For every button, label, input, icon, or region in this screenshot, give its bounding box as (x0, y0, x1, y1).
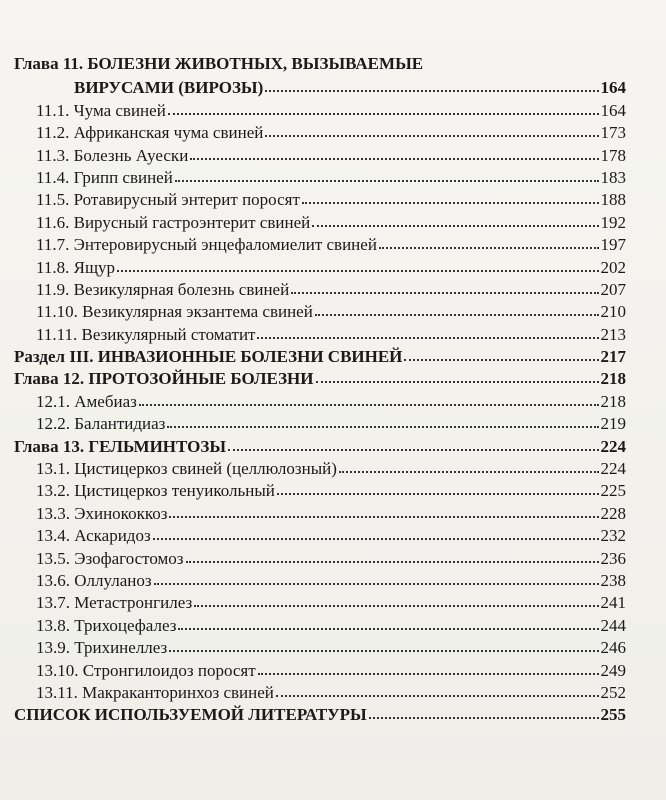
dot-leader (117, 270, 598, 272)
chapter-11-heading[interactable] (14, 74, 626, 96)
toc-entry[interactable] (14, 186, 626, 208)
section-3-heading[interactable] (14, 343, 626, 365)
page-number: 210 (600, 302, 626, 322)
table-of-contents (14, 52, 626, 723)
entry-label: 11.8. Ящур (36, 257, 116, 277)
toc-entry[interactable] (14, 477, 626, 499)
page-number: 241 (600, 593, 626, 613)
entry-label: 11.5. Ротавирусный энтерит поросят (36, 190, 300, 210)
page-number: 228 (600, 503, 626, 523)
page-number: 207 (600, 279, 626, 299)
page-number: 213 (600, 324, 626, 344)
toc-entry[interactable] (14, 679, 626, 701)
dot-leader (404, 359, 598, 361)
entry-label: 13.11. Макракантоpинхоз свиней (36, 682, 274, 702)
bibliography-label: СПИСОК ИСПОЛЬЗУЕМОЙ ЛИТЕРАТУРЫ (14, 705, 367, 725)
dot-leader (265, 135, 598, 137)
toc-entry[interactable] (14, 96, 626, 118)
toc-entry[interactable] (14, 499, 626, 521)
toc-entry[interactable] (14, 634, 626, 656)
dot-leader (291, 292, 598, 294)
entry-label: 13.8. Трихоцефалез (36, 615, 177, 635)
entry-label: 13.3. Эхинококкоз (36, 503, 168, 523)
dot-leader (190, 158, 598, 160)
page-number: 173 (600, 123, 626, 143)
page-number: 225 (600, 481, 626, 501)
page-number: 244 (600, 615, 626, 635)
entry-label: 11.2. Африканская чума свиней (36, 123, 264, 143)
dot-leader (369, 717, 599, 719)
dot-leader (302, 202, 599, 204)
dot-leader (316, 381, 599, 383)
page-number: 224 (600, 436, 626, 456)
dot-leader (139, 404, 599, 406)
page-number: 218 (600, 391, 626, 411)
dot-leader (339, 471, 599, 473)
dot-leader (186, 561, 599, 563)
page-number: 255 (600, 705, 626, 725)
page-number: 202 (600, 257, 626, 277)
entry-label: 13.2. Цистицеркоз тенуикольный (36, 481, 275, 501)
chapter-label: Глава 12. ПРОТОЗОЙНЫЕ БОЛЕЗНИ (14, 369, 314, 389)
toc-entry[interactable] (14, 387, 626, 409)
page-number: 246 (600, 638, 626, 658)
chapter-label: Глава 13. ГЕЛЬМИНТОЗЫ (14, 436, 227, 456)
toc-entry[interactable] (14, 410, 626, 432)
page-number: 238 (600, 570, 626, 590)
entry-label: 13.5. Эзофагостомоз (36, 548, 184, 568)
entry-label: 11.9. Везикулярная болезнь свиней (36, 279, 290, 299)
dot-leader (178, 628, 598, 630)
dot-leader (315, 314, 599, 316)
page-number: 217 (600, 347, 626, 367)
page-number: 164 (600, 100, 626, 120)
chapter-11-title-line1: Глава 11. БОЛЕЗНИ ЖИВОТНЫХ, ВЫЗЫВАЕМЫЕ (14, 54, 424, 73)
toc-entry[interactable] (14, 298, 626, 320)
toc-entry[interactable] (14, 656, 626, 678)
page-number: 183 (600, 167, 626, 187)
dot-leader (169, 650, 598, 652)
page-number: 218 (600, 369, 626, 389)
section-label: Раздел III. ИНВАЗИОННЫЕ БОЛЕЗНИ СВИНЕЙ (14, 347, 403, 367)
chapter-11-title-line2: ВИРУСАМИ (ВИРОЗЫ) (74, 78, 264, 98)
dot-leader (265, 90, 598, 92)
toc-entry[interactable] (14, 253, 626, 275)
toc-entry[interactable] (14, 567, 626, 589)
entry-label: 13.9. Трихинеллез (36, 638, 168, 658)
toc-entry[interactable] (14, 208, 626, 230)
entry-label: 11.4. Грипп свиней (36, 167, 173, 187)
dot-leader (194, 605, 598, 607)
chapter-13-heading[interactable] (14, 432, 626, 454)
toc-entry[interactable] (14, 589, 626, 611)
dot-leader (276, 695, 599, 697)
entry-label: 13.10. Стронгилоидоз поросят (36, 660, 256, 680)
page-number: 219 (600, 414, 626, 434)
page-number: 192 (600, 212, 626, 232)
entry-label: 11.6. Вирусный гастроэнтерит свиней (36, 212, 311, 232)
page-number: 252 (600, 682, 626, 702)
page-number: 224 (600, 459, 626, 479)
toc-entry[interactable] (14, 544, 626, 566)
entry-label: 11.11. Везикулярный стоматит (36, 324, 256, 344)
toc-entry[interactable] (14, 276, 626, 298)
page-number: 188 (600, 190, 626, 210)
entry-label: 11.10. Везикулярная экзантема свиней (36, 302, 313, 322)
toc-entry[interactable] (14, 231, 626, 253)
toc-entry[interactable] (14, 455, 626, 477)
entry-label: 11.3. Болезнь Ауески (36, 145, 189, 165)
dot-leader (154, 583, 599, 585)
entry-label: 11.7. Энтеровирусный энцефаломиелит свиней (36, 235, 377, 255)
entry-label: 13.1. Цистицеркоз свиней (целлюлозный) (36, 459, 337, 479)
page-number: 178 (600, 145, 626, 165)
toc-entry[interactable] (14, 611, 626, 633)
page-number: 164 (600, 78, 626, 98)
dot-leader (277, 493, 599, 495)
dot-leader (379, 247, 599, 249)
dot-leader (175, 180, 599, 182)
chapter-12-heading[interactable] (14, 365, 626, 387)
dot-leader (168, 113, 599, 115)
toc-entry[interactable] (14, 522, 626, 544)
dot-leader (258, 673, 599, 675)
toc-entry[interactable] (14, 119, 626, 141)
dot-leader (228, 449, 598, 451)
entry-label: 11.1. Чума свиней (36, 100, 166, 120)
page-number: 249 (600, 660, 626, 680)
bibliography-heading[interactable] (14, 701, 626, 723)
dot-leader (153, 538, 599, 540)
chapter-11-title (14, 52, 626, 74)
entry-label: 13.6. Оллуланоз (36, 570, 152, 590)
entry-label: 12.1. Амебиаз (36, 391, 137, 411)
toc-entry[interactable] (14, 141, 626, 163)
entry-label: 13.7. Метастронгилез (36, 593, 193, 613)
entry-label: 12.2. Балантидиаз (36, 414, 166, 434)
dot-leader (169, 516, 598, 518)
dot-leader (167, 426, 598, 428)
dot-leader (257, 337, 598, 339)
page-number: 236 (600, 548, 626, 568)
dot-leader (312, 225, 598, 227)
toc-entry[interactable] (14, 320, 626, 342)
page-number: 232 (600, 526, 626, 546)
toc-entry[interactable] (14, 164, 626, 186)
entry-label: 13.4. Аскаридоз (36, 526, 151, 546)
page-number: 197 (600, 235, 626, 255)
